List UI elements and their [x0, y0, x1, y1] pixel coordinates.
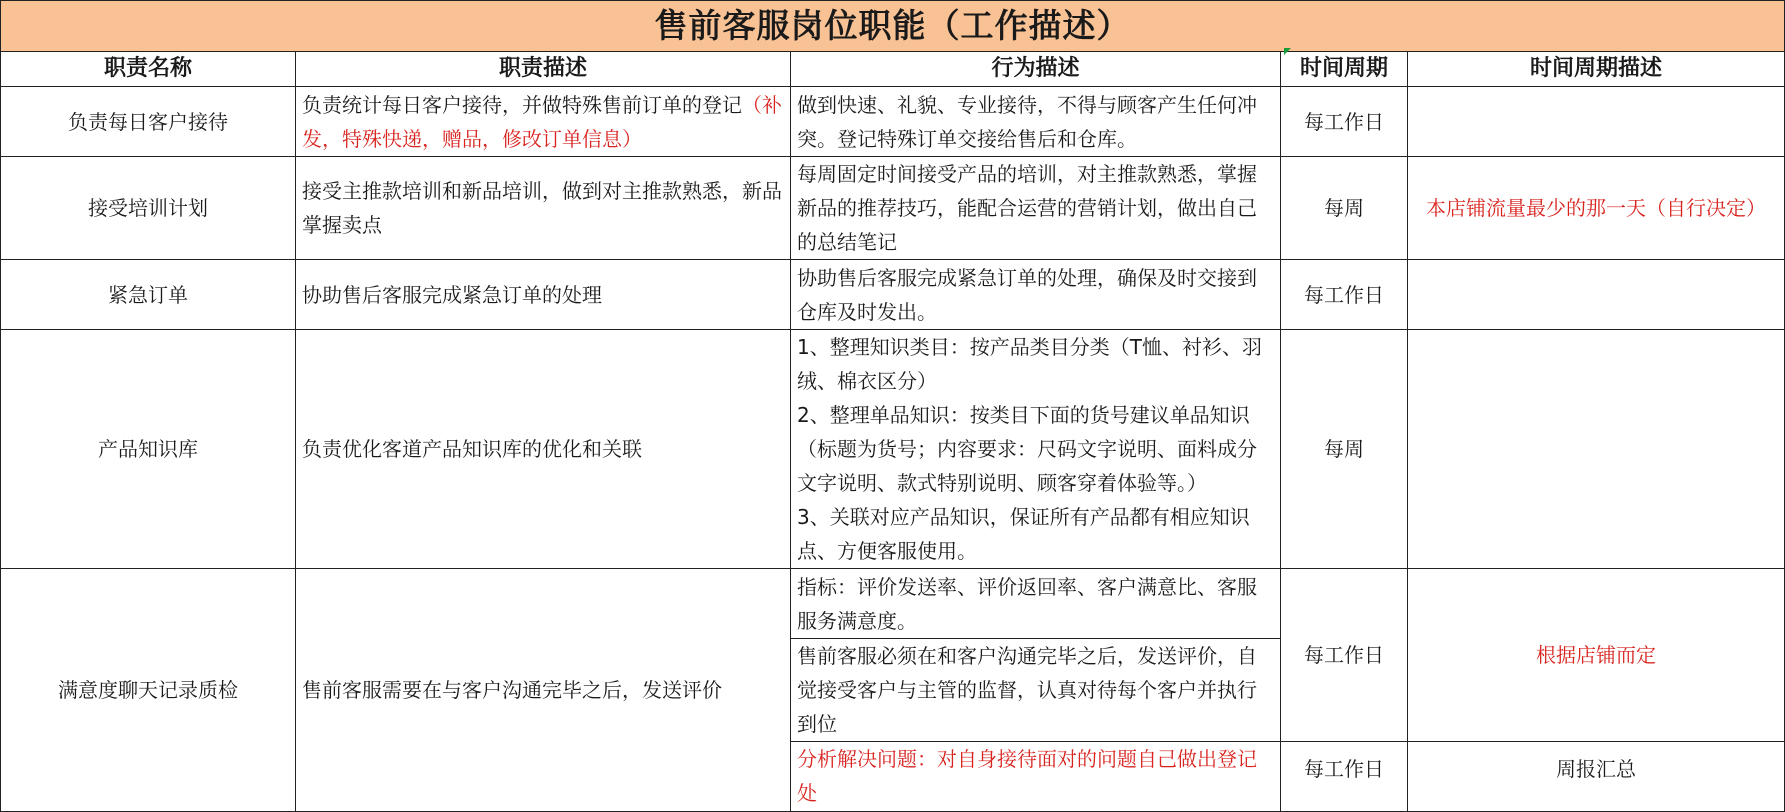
behavior-item-3: 3、关联对应产品知识，保证所有产品都有相应知识点、方便客服使用。 — [797, 505, 1250, 563]
table-row — [1, 260, 1785, 330]
cell-behavior-description[interactable] — [791, 330, 1281, 569]
cell-time-period[interactable]: 每周 — [1281, 330, 1408, 569]
comment-indicator-icon — [1284, 48, 1291, 55]
cell-behavior-description[interactable]: 分析解决问题：对自身接待面对的问题自己做出登记处 — [791, 742, 1281, 812]
cell-duty-description[interactable]: 接受主推款培训和新品培训，做到对主推款熟悉，新品掌握卖点 — [296, 157, 791, 260]
cell-duty-description[interactable]: 负责优化客道产品知识库的优化和关联 — [296, 330, 791, 569]
header-behavior-description[interactable]: 行为描述 — [791, 52, 1281, 87]
cell-time-period-description[interactable] — [1408, 260, 1785, 330]
behavior-item-2: 2、整理单品知识：按类目下面的货号建议单品知识（标题为货号；内容要求：尺码文字说明、面料成分文字说明、款式特别说明、顾客穿着体验等。） — [797, 403, 1257, 495]
duty-text: 负责统计每日客户接待，并做特殊售前订单的登记 — [302, 92, 742, 117]
cell-behavior-description[interactable]: 每周固定时间接受产品的培训，对主推款熟悉，掌握新品的推荐技巧，能配合运营的营销计划，做出自己的总结笔记 — [791, 157, 1281, 260]
behavior-item-1: 1、整理知识类目：按产品类目分类（T恤、衬衫、羽绒、棉衣区分） — [797, 335, 1262, 393]
cell-time-period[interactable]: 每工作日 — [1281, 87, 1408, 157]
table-row — [1, 330, 1785, 569]
cell-time-period[interactable]: 每工作日 — [1281, 742, 1408, 812]
cell-duty-name[interactable]: 紧急订单 — [1, 260, 296, 330]
cell-time-period[interactable]: 每周 — [1281, 157, 1408, 260]
cell-time-period-description[interactable] — [1408, 330, 1785, 569]
cell-duty-name[interactable]: 接受培训计划 — [1, 157, 296, 260]
header-time-period-description[interactable]: 时间周期描述 — [1408, 52, 1785, 87]
cell-duty-description[interactable] — [296, 87, 791, 157]
cell-time-period[interactable]: 每工作日 — [1281, 569, 1408, 742]
cell-time-period[interactable]: 每工作日 — [1281, 260, 1408, 330]
header-duty-name[interactable]: 职责名称 — [1, 52, 296, 87]
cell-duty-name[interactable]: 满意度聊天记录质检 — [1, 569, 296, 812]
header-time-period[interactable]: 时间周期 — [1281, 52, 1408, 87]
cell-time-period-description[interactable] — [1408, 87, 1785, 157]
cell-time-period-description[interactable]: 周报汇总 — [1408, 742, 1785, 812]
cell-duty-name[interactable]: 负责每日客户接待 — [1, 87, 296, 157]
cell-behavior-description[interactable]: 售前客服必须在和客户沟通完毕之后，发送评价，自觉接受客户与主管的监督，认真对待每个客户并执行到位 — [791, 639, 1281, 742]
duty-note-red: （补发，特殊快递，赠品，修改订单信息） — [302, 92, 782, 151]
header-duty-description[interactable]: 职责描述 — [296, 52, 791, 87]
sheet-title[interactable]: 售前客服岗位职能（工作描述） — [1, 1, 1785, 52]
cell-behavior-description[interactable]: 协助售后客服完成紧急订单的处理，确保及时交接到仓库及时发出。 — [791, 260, 1281, 330]
cell-behavior-description[interactable]: 指标：评价发送率、评价返回率、客户满意比、客服服务满意度。 — [791, 569, 1281, 639]
table-row — [1, 87, 1785, 157]
table-row — [1, 569, 1785, 639]
cell-behavior-description[interactable]: 做到快速、礼貌、专业接待，不得与顾客产生任何冲突。登记特殊订单交接给售后和仓库。 — [791, 87, 1281, 157]
cell-duty-description[interactable]: 售前客服需要在与客户沟通完毕之后，发送评价 — [296, 569, 791, 812]
cell-duty-name[interactable]: 产品知识库 — [1, 330, 296, 569]
cell-time-period-description[interactable]: 本店铺流量最少的那一天（自行决定） — [1408, 157, 1785, 260]
cell-duty-description[interactable]: 协助售后客服完成紧急订单的处理 — [296, 260, 791, 330]
cell-time-period-description[interactable]: 根据店铺而定 — [1408, 569, 1785, 742]
table-row — [1, 157, 1785, 260]
